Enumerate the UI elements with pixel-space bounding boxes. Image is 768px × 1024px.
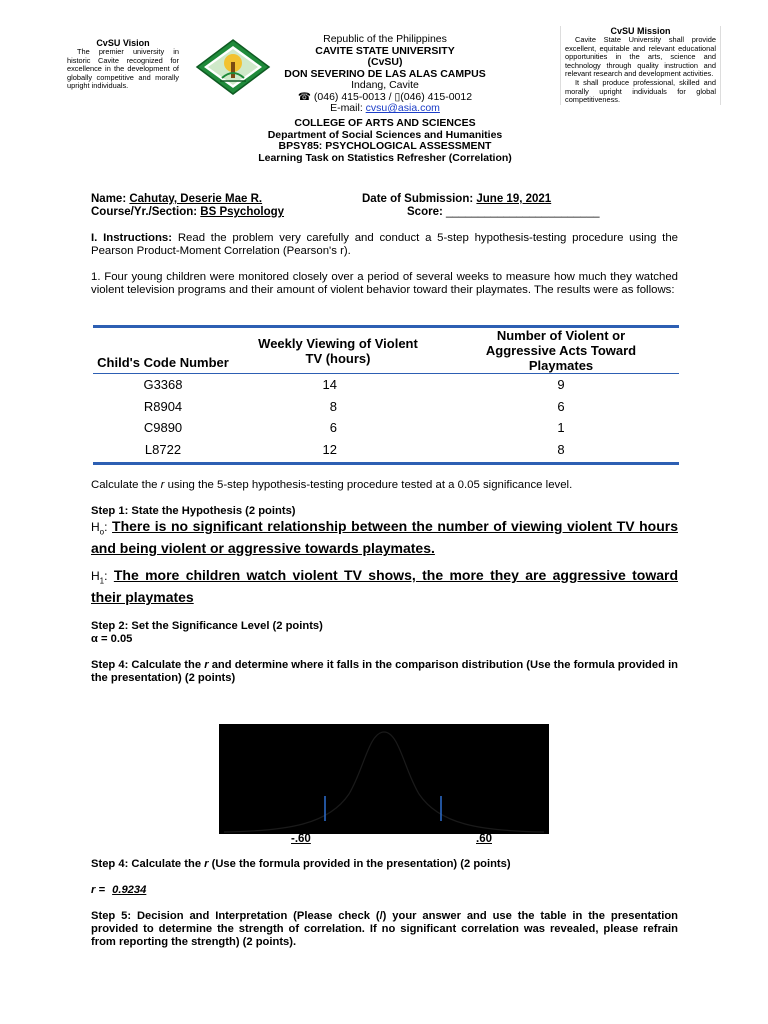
distribution-curve — [219, 724, 549, 834]
h1-label: $H_1$: — [91, 569, 108, 586]
calc-intro-var: r — [160, 479, 165, 491]
instructions-text: Read the problem very carefully and conduct a 5-step hypothesis-testing procedure using the Pearson Product-Moment Correlation (Pearson's r). — [91, 232, 678, 257]
university-name: CAVITE STATE UNIVERSITY — [315, 44, 455, 57]
course-label: Course/Yr./Section: — [91, 206, 198, 218]
university-abbr: (CvSU) — [367, 56, 403, 68]
instructions — [91, 232, 678, 257]
critical-value-right: .60 — [476, 833, 492, 845]
republic-line: Republic of the Philippines — [323, 33, 447, 45]
department-name: Department of Social Sciences and Humanities — [267, 128, 503, 141]
data-table — [93, 328, 679, 460]
vision-block — [67, 38, 179, 91]
cell-code: L8722 — [144, 441, 182, 457]
vision-text: The premier university in historic Cavite recognized for excellence in the development of globally competitive and morally upright individuals. — [67, 47, 179, 91]
name-label: Name: — [91, 193, 127, 205]
course-value: BS Psychology — [200, 206, 285, 218]
mission-title: CvSU Mission — [610, 26, 671, 36]
calc-intro — [91, 479, 678, 492]
r-result — [91, 884, 146, 896]
cell-code: C9890 — [143, 420, 183, 436]
email-link[interactable]: cvsu@asia.com — [365, 102, 440, 114]
phone-line: ☎ (046) 415-0013 / ▯(046) 415-0012 — [297, 90, 473, 103]
cell-acts: 6 — [557, 398, 565, 414]
critical-value-left: -.60 — [291, 833, 311, 845]
vision-title: CvSU Vision — [96, 38, 150, 48]
table-row — [93, 374, 679, 396]
location: Indang, Cavite — [351, 79, 419, 91]
normal-curve-svg — [219, 724, 549, 834]
score-blank: ________________________ — [446, 206, 600, 218]
college-name: COLLEGE OF ARTS AND SCIENCES — [294, 117, 476, 129]
r-label: r = — [91, 884, 105, 896]
step4a-var: r — [204, 659, 209, 671]
step5-text: Step 5: Decision and Interpretation (Please check (/) your answer and use the table in the presentation provided to determine the strength of correlation. If no significant correlation was revealed, please refrain from reporting the strength) (2 points). — [91, 910, 678, 948]
table-bottom-rule — [93, 462, 679, 465]
course-header — [150, 118, 620, 164]
cell-viewing: 12 — [322, 441, 337, 457]
calc-intro-post: using the 5-step hypothesis-testing procedure tested at a 0.05 significance level. — [167, 479, 573, 491]
cell-acts: 8 — [557, 441, 565, 457]
col-header-viewing: Weekly Viewing of Violent TV (hours) — [258, 335, 418, 366]
mission-text-2: It shall produce professional, skilled and morally upright individuals for global competitiveness. — [565, 77, 716, 105]
step4b-post: (Use the formula provided in the presentation) (2 points) — [211, 858, 511, 870]
h1-text: The more children watch violent TV shows, the more they are aggressive toward their playmates — [91, 567, 679, 606]
table-header-row — [93, 328, 679, 374]
cell-acts: 1 — [557, 420, 565, 436]
col-header-acts: Number of Violent or Aggressive Acts Toward Playmates — [485, 328, 637, 373]
cell-code: R8904 — [143, 398, 183, 414]
task-title: Learning Task on Statistics Refresher (Correlation) — [258, 151, 512, 164]
student-name: Cahutay, Deserie Mae R. — [129, 193, 263, 205]
email-label: E-mail: — [330, 102, 363, 114]
table-row — [93, 417, 679, 439]
university-header — [250, 34, 520, 115]
subject-name: BPSY85: PSYCHOLOGICAL ASSESSMENT — [278, 140, 492, 152]
cell-viewing: 8 — [329, 398, 337, 414]
instructions-label: I. Instructions: — [91, 232, 173, 244]
mission-block — [560, 26, 721, 105]
step4b-text — [91, 858, 511, 870]
date-label: Date of Submission: — [362, 193, 474, 205]
cell-code: G3368 — [143, 377, 183, 393]
step2-title: Step 2: Set the Significance Level (2 points) — [91, 620, 323, 632]
step4a-pre: Step 4: Calculate the — [91, 659, 202, 671]
submission-date: June 19, 2021 — [476, 193, 552, 205]
cell-viewing: 6 — [329, 420, 337, 436]
step4a-post: and determine where it falls in the comparison distribution (Use the formula provided in the presentation) (2 points) — [91, 659, 679, 684]
step4b-var: r — [204, 858, 209, 870]
step1-title: Step 1: State the Hypothesis (2 points) — [91, 505, 296, 517]
score-field — [407, 206, 600, 218]
normal-curve-line — [224, 732, 544, 832]
mission-text-1: Cavite State University shall provide excellent, equitable and relevant educational opportunities in the arts, science and technology through quality instruction and relevant research and development activities. — [565, 35, 716, 79]
step4a-text — [91, 659, 678, 685]
alpha-value: α = 0.05 — [91, 633, 133, 645]
h0-hypothesis — [91, 518, 678, 556]
date-field — [362, 193, 551, 205]
table-row — [93, 396, 679, 418]
h1-hypothesis — [91, 567, 678, 605]
email-line — [250, 103, 520, 115]
table-row — [93, 439, 679, 461]
problem-statement: 1. Four young children were monitored closely over a period of several weeks to measure how much they watched violent television programs and their amount of violent behavior toward their playmates. The results were as follows: — [91, 271, 678, 296]
h0-label: $H_o$: — [91, 520, 108, 537]
r-value: 0.9234 — [112, 884, 147, 896]
cell-acts: 9 — [557, 377, 565, 393]
name-field — [91, 193, 262, 205]
score-label: Score: — [407, 206, 443, 218]
calc-intro-pre: Calculate the — [91, 479, 158, 491]
col-header-code: Child's Code Number — [97, 355, 229, 370]
cell-viewing: 14 — [322, 377, 337, 393]
step4b-pre: Step 4: Calculate the — [91, 858, 202, 870]
campus-name: DON SEVERINO DE LAS ALAS CAMPUS — [284, 67, 486, 80]
course-field — [91, 206, 284, 218]
h0-text: There is no significant relationship between the number of viewing violent TV hours and being violent or aggressive towards playmates. — [91, 518, 678, 557]
